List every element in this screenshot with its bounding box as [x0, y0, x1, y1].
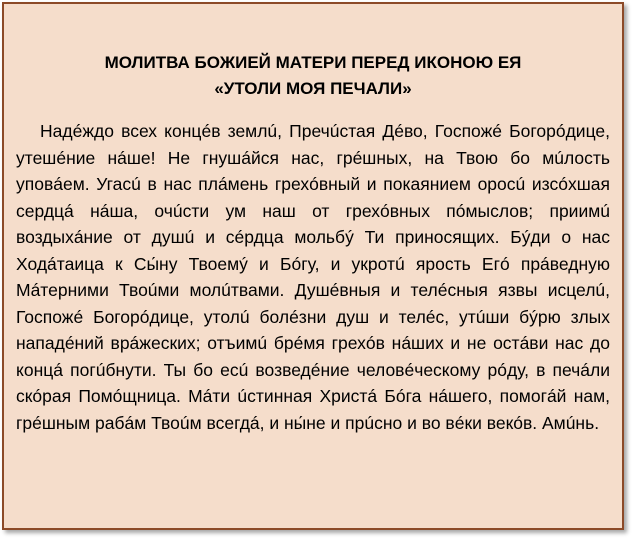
- prayer-title: [4, 50, 622, 102]
- prayer-title-line-2: «УТОЛИ МОЯ ПЕЧАЛИ»: [214, 79, 412, 98]
- prayer-card: [2, 2, 624, 530]
- prayer-title-line-1: МОЛИТВА БОЖИЕЙ МАТЕРИ ПЕРЕД ИКОНОЮ ЕЯ: [104, 53, 522, 72]
- prayer-text: Надéждо всех концéв землú, Пречúстая Дéво, Госпожé Богорóдице, утешéние нáше! Не гнушáйся нас, грéшных, на Твою бо мúлость уповáем. Угасú в нас плáмень грехóвный и покаянием оросú изсóхшая сердцá нáша, очúсти ум наш от грехóвных пóмыслов; приимú воздыхáние от душú и сéрдца мольбý Ти приносящих. Бýди о нас Ходáтаица к Сы́ну Твоемý и Бóгу, и укротú ярость Егó прáведную Мáтерними Твоúми молúтвами. Душéвныя и телéсныя язвы исцелú, Госпожé Богорóдице, утолú болéзни душ и телéс, утúши бýрю злых нападéний врáжеских; отъимú брéмя грехóв нáших и не остáви нас до концá погúбнути. Ты бо есú возведéние человéческому рóду, в печáли скóрая Помóщница. Мáти úстинная Христá Бóга нáшего, помогáй нам, грéшным рабáм Твоúм всегдá, и ны́не и прúсно и во вéки векóв. Амúнь.: [16, 121, 610, 433]
